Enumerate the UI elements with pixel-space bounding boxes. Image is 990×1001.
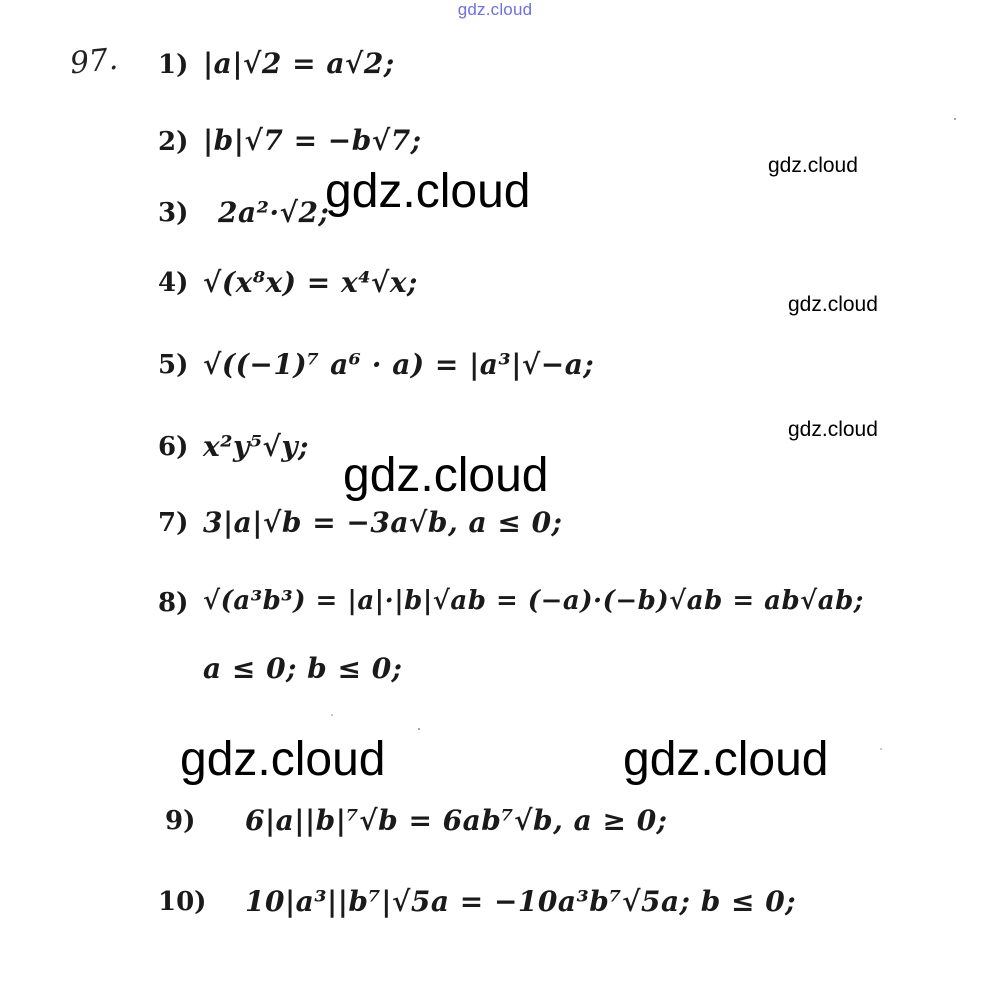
watermark-small-2: gdz.cloud xyxy=(788,293,878,316)
item-1-label: 1) xyxy=(158,50,189,80)
item-1-expression: |a|√2 = a√2; xyxy=(203,47,395,80)
item-7-label: 7) xyxy=(158,508,189,538)
top-watermark: gdz.cloud xyxy=(457,0,533,19)
item-10-label: 10) xyxy=(158,887,207,917)
item-9-label: 9) xyxy=(165,806,196,836)
watermark-small-1: gdz.cloud xyxy=(768,154,858,177)
item-3-label: 3) xyxy=(158,198,189,228)
item-4-label: 4) xyxy=(158,268,189,298)
scan-speck xyxy=(880,748,882,750)
watermark-large-1: gdz.cloud xyxy=(325,165,531,218)
item-5-label: 5) xyxy=(158,350,189,380)
item-4-expression: √(x⁸x) = x⁴√x; xyxy=(203,266,418,299)
item-7-expression: 3|a|√b = −3a√b, a ≤ 0; xyxy=(203,506,563,539)
item-6-label: 6) xyxy=(158,432,189,462)
scan-speck xyxy=(954,118,956,120)
item-10-expression: 10|a³||b⁷|√5a = −10a³b⁷√5a; b ≤ 0; xyxy=(245,885,797,918)
item-5-expression: √((−1)⁷ a⁶ · a) = |a³|√−a; xyxy=(203,348,595,381)
watermark-small-3: gdz.cloud xyxy=(788,418,878,441)
item-8-expression: √(a³b³) = |a|·|b|√ab = (−a)·(−b)√ab = ab√ab; xyxy=(203,586,864,616)
item-8-label: 8) xyxy=(158,588,189,618)
problem-number: 97. xyxy=(68,41,120,82)
item-6-expression: x²y⁵√y; xyxy=(203,430,309,463)
item-9-expression: 6|a||b|⁷√b = 6ab⁷√b, a ≥ 0; xyxy=(245,804,668,837)
watermark-large-2: gdz.cloud xyxy=(343,449,549,502)
watermark-large-3: gdz.cloud xyxy=(180,733,386,786)
item-2-label: 2) xyxy=(158,127,189,157)
scan-speck xyxy=(331,714,333,716)
item-8-condition: a ≤ 0; b ≤ 0; xyxy=(203,652,403,685)
scan-speck xyxy=(418,728,420,730)
item-2-expression: |b|√7 = −b√7; xyxy=(203,124,422,157)
watermark-large-4: gdz.cloud xyxy=(623,733,829,786)
item-3-expression: 2a²·√2; xyxy=(218,196,330,229)
